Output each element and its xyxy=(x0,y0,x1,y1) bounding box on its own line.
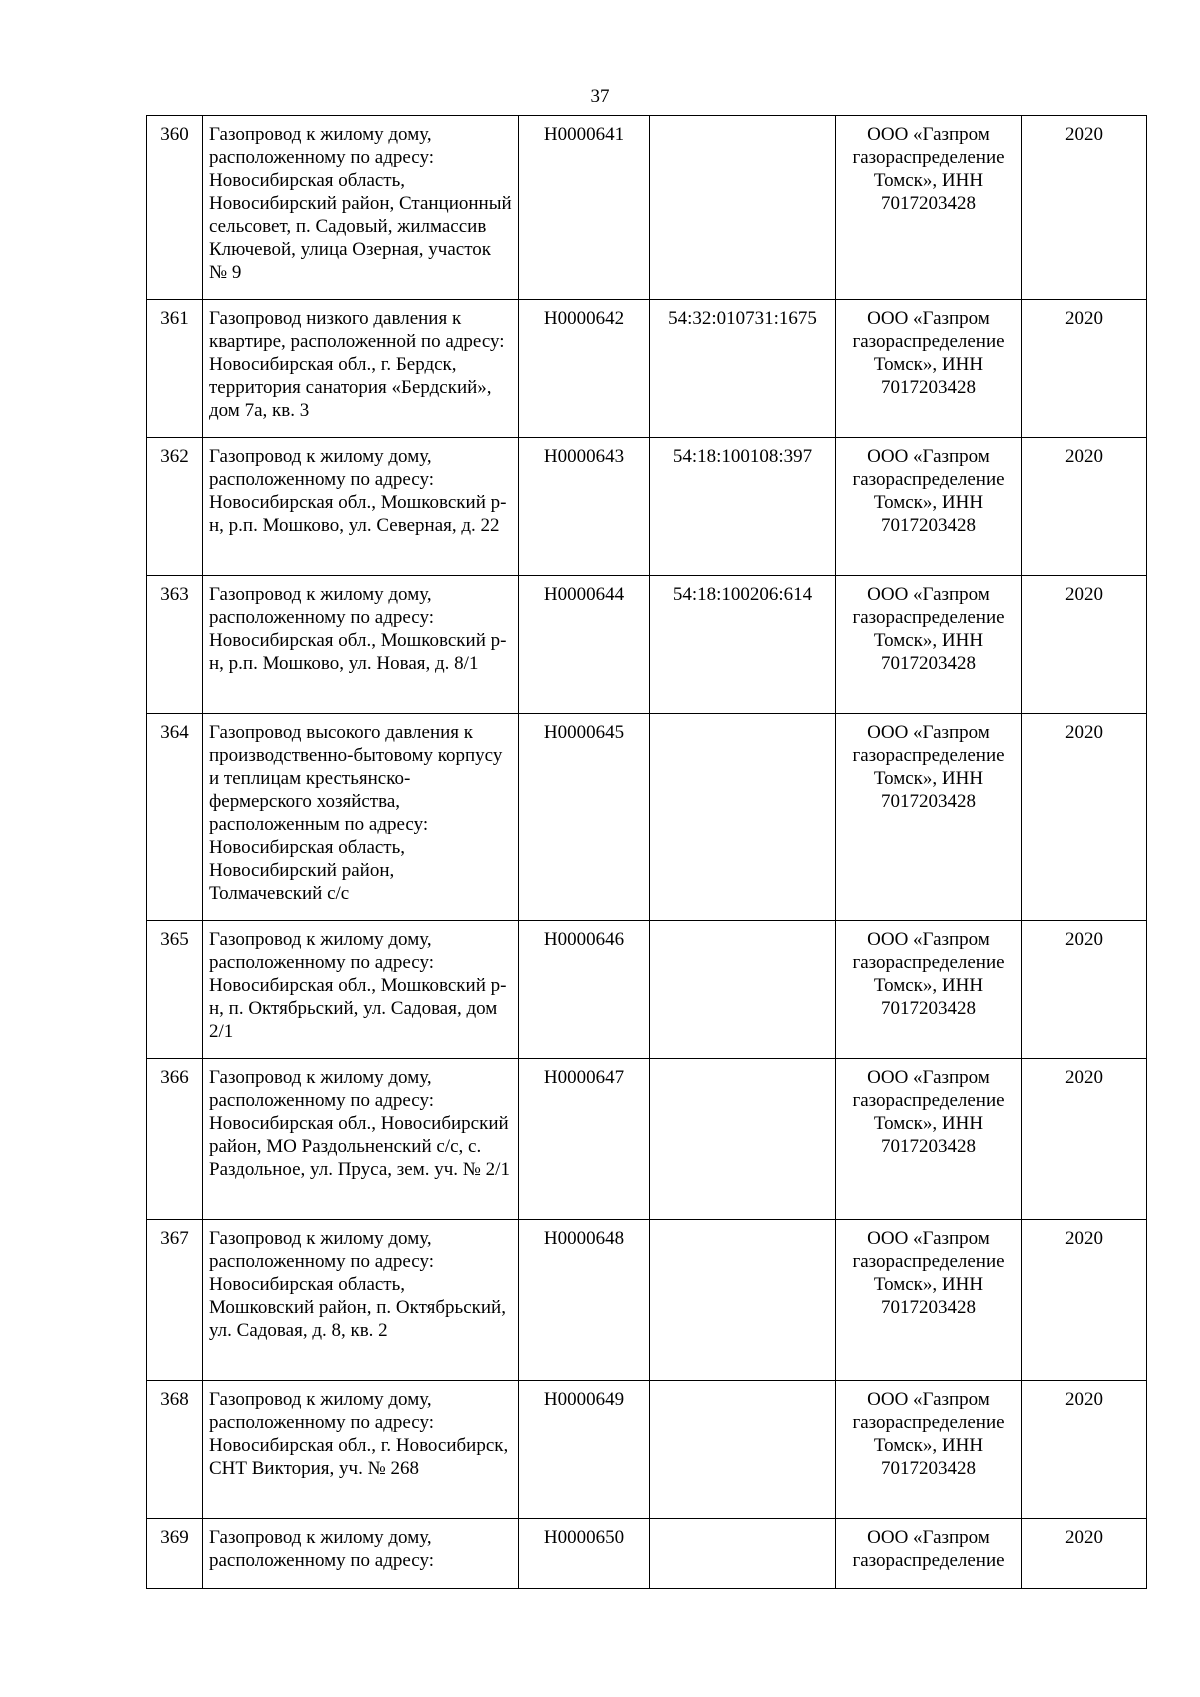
cadastral-number xyxy=(650,1519,836,1589)
row-number: 361 xyxy=(147,300,203,438)
inventory-number: Н0000644 xyxy=(519,576,650,714)
year: 2020 xyxy=(1022,116,1147,300)
table-row xyxy=(147,300,1147,438)
year: 2020 xyxy=(1022,714,1147,921)
owner: ООО «Газпром газораспределение Томск», ИНН 7017203428 xyxy=(836,714,1022,921)
year: 2020 xyxy=(1022,1381,1147,1519)
table-row xyxy=(147,1519,1147,1589)
table-row xyxy=(147,116,1147,300)
cadastral-number xyxy=(650,714,836,921)
table-row xyxy=(147,921,1147,1059)
owner: ООО «Газпром газораспределение Томск», ИНН 7017203428 xyxy=(836,300,1022,438)
registry-table xyxy=(146,115,1147,1589)
object-description: Газопровод к жилому дому, расположенному по адресу: Новосибирская область, Мошковский район, п. Октябрьский, ул. Садовая, д. 8, кв. 2 xyxy=(203,1220,519,1381)
table-row xyxy=(147,1059,1147,1220)
owner: ООО «Газпром газораспределение Томск», ИНН 7017203428 xyxy=(836,116,1022,300)
row-number: 367 xyxy=(147,1220,203,1381)
cadastral-number xyxy=(650,116,836,300)
object-description: Газопровод высокого давления к производственно-бытовому корпусу и теплицам крестьянско-фермерского хозяйства, расположенным по адресу: Новосибирская область, Новосибирский район, Толмачевский с/с xyxy=(203,714,519,921)
inventory-number: Н0000647 xyxy=(519,1059,650,1220)
inventory-number: Н0000642 xyxy=(519,300,650,438)
inventory-number: Н0000643 xyxy=(519,438,650,576)
table-row xyxy=(147,714,1147,921)
row-number: 360 xyxy=(147,116,203,300)
cadastral-number xyxy=(650,1220,836,1381)
owner: ООО «Газпром газораспределение xyxy=(836,1519,1022,1589)
owner: ООО «Газпром газораспределение Томск», ИНН 7017203428 xyxy=(836,576,1022,714)
year: 2020 xyxy=(1022,300,1147,438)
year: 2020 xyxy=(1022,576,1147,714)
row-number: 368 xyxy=(147,1381,203,1519)
row-number: 365 xyxy=(147,921,203,1059)
year: 2020 xyxy=(1022,921,1147,1059)
object-description: Газопровод к жилому дому, расположенному по адресу: Новосибирская обл., Мошковский р-н, р.п. Мошково, ул. Северная, д. 22 xyxy=(203,438,519,576)
page-number: 37 xyxy=(590,86,610,107)
row-number: 364 xyxy=(147,714,203,921)
object-description: Газопровод к жилому дому, расположенному по адресу: Новосибирская обл., Новосибирский район, МО Раздольненский с/с, с. Раздольное, ул. Пруса, зем. уч. № 2/1 xyxy=(203,1059,519,1220)
year: 2020 xyxy=(1022,1059,1147,1220)
cadastral-number xyxy=(650,921,836,1059)
inventory-number: Н0000646 xyxy=(519,921,650,1059)
owner: ООО «Газпром газораспределение Томск», ИНН 7017203428 xyxy=(836,438,1022,576)
row-number: 362 xyxy=(147,438,203,576)
year: 2020 xyxy=(1022,438,1147,576)
owner: ООО «Газпром газораспределение Томск», ИНН 7017203428 xyxy=(836,1381,1022,1519)
inventory-number: Н0000645 xyxy=(519,714,650,921)
cadastral-number xyxy=(650,1381,836,1519)
row-number: 366 xyxy=(147,1059,203,1220)
inventory-number: Н0000649 xyxy=(519,1381,650,1519)
object-description: Газопровод к жилому дому, расположенному по адресу: Новосибирская обл., Мошковский р-н, р.п. Мошково, ул. Новая, д. 8/1 xyxy=(203,576,519,714)
year: 2020 xyxy=(1022,1220,1147,1381)
owner: ООО «Газпром газораспределение Томск», ИНН 7017203428 xyxy=(836,1220,1022,1381)
object-description: Газопровод к жилому дому, расположенному по адресу: Новосибирская обл., г. Новосибирск, СНТ Виктория, уч. № 268 xyxy=(203,1381,519,1519)
row-number: 363 xyxy=(147,576,203,714)
table-row xyxy=(147,576,1147,714)
object-description: Газопровод к жилому дому, расположенному по адресу: Новосибирская область, Новосибирский район, Станционный сельсовет, п. Садовый, жилмассив Ключевой, улица Озерная, участок № 9 xyxy=(203,116,519,300)
object-description: Газопровод к жилому дому, расположенному по адресу: Новосибирская обл., Мошковский р-н, п. Октябрьский, ул. Садовая, дом 2/1 xyxy=(203,921,519,1059)
cadastral-number: 54:18:100108:397 xyxy=(650,438,836,576)
table-row xyxy=(147,1381,1147,1519)
cadastral-number: 54:18:100206:614 xyxy=(650,576,836,714)
year: 2020 xyxy=(1022,1519,1147,1589)
row-number: 369 xyxy=(147,1519,203,1589)
inventory-number: Н0000650 xyxy=(519,1519,650,1589)
owner: ООО «Газпром газораспределение Томск», ИНН 7017203428 xyxy=(836,1059,1022,1220)
object-description: Газопровод к жилому дому, расположенному по адресу: xyxy=(203,1519,519,1589)
inventory-number: Н0000641 xyxy=(519,116,650,300)
table-row xyxy=(147,1220,1147,1381)
cadastral-number: 54:32:010731:1675 xyxy=(650,300,836,438)
object-description: Газопровод низкого давления к квартире, расположенной по адресу: Новосибирская обл., г. Бердск, территория санатория «Бердский», дом 7а, кв. 3 xyxy=(203,300,519,438)
owner: ООО «Газпром газораспределение Томск», ИНН 7017203428 xyxy=(836,921,1022,1059)
table-row xyxy=(147,438,1147,576)
cadastral-number xyxy=(650,1059,836,1220)
inventory-number: Н0000648 xyxy=(519,1220,650,1381)
